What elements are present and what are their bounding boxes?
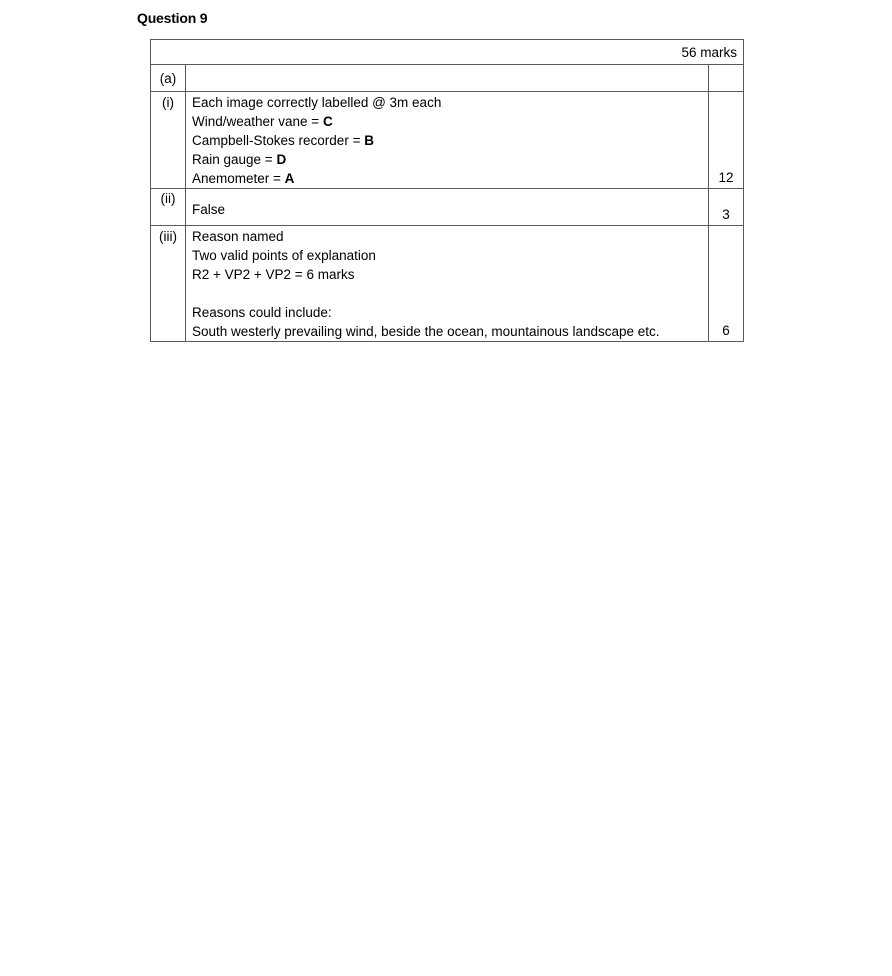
sub-iii-row: [151, 226, 744, 342]
sub-ii-answer: False: [186, 189, 709, 226]
total-marks-row: [151, 40, 744, 65]
answer-instrument: Anemometer =: [192, 171, 285, 186]
answer-instrument: Rain gauge =: [192, 152, 277, 167]
sub-i-label: (i): [151, 92, 186, 189]
reasons-text: South westerly prevailing wind, beside the ocean, mountainous landscape etc.: [192, 324, 660, 339]
part-a-marks: [709, 65, 744, 92]
answer-letter: D: [276, 152, 287, 167]
sub-i-content: [186, 92, 709, 189]
sub-iii-line: R2 + VP2 + VP2 = 6 marks: [192, 267, 355, 282]
marking-scheme-table: [150, 39, 744, 342]
sub-iii-marks: 6: [709, 226, 744, 342]
reasons-heading: Reasons could include:: [192, 305, 332, 320]
answer-instrument: Wind/weather vane =: [192, 114, 323, 129]
question-title: Question 9: [137, 10, 208, 26]
answer-instrument: Campbell-Stokes recorder =: [192, 133, 365, 148]
sub-i-intro: Each image correctly labelled @ 3m each: [192, 95, 442, 110]
sub-i-row: [151, 92, 744, 189]
sub-iii-label: (iii): [151, 226, 186, 342]
sub-ii-row: [151, 189, 744, 226]
spacer: [192, 284, 708, 303]
sub-i-marks: 12: [709, 92, 744, 189]
answer-line: [192, 150, 708, 169]
part-a-content: [186, 65, 709, 92]
sub-ii-label: (ii): [151, 189, 186, 226]
part-a-label: (a): [151, 65, 186, 92]
answer-line: [192, 169, 708, 188]
answer-line: [192, 112, 708, 131]
sub-ii-marks: 3: [709, 189, 744, 226]
answer-letter: C: [322, 114, 333, 129]
total-marks: 56 marks: [151, 40, 744, 65]
sub-iii-line: Two valid points of explanation: [192, 248, 376, 263]
part-a-row: [151, 65, 744, 92]
sub-iii-line: Reason named: [192, 229, 284, 244]
answer-letter: B: [364, 133, 374, 148]
sub-iii-content: [186, 226, 709, 342]
answer-letter: A: [284, 171, 295, 186]
answer-line: [192, 131, 708, 150]
